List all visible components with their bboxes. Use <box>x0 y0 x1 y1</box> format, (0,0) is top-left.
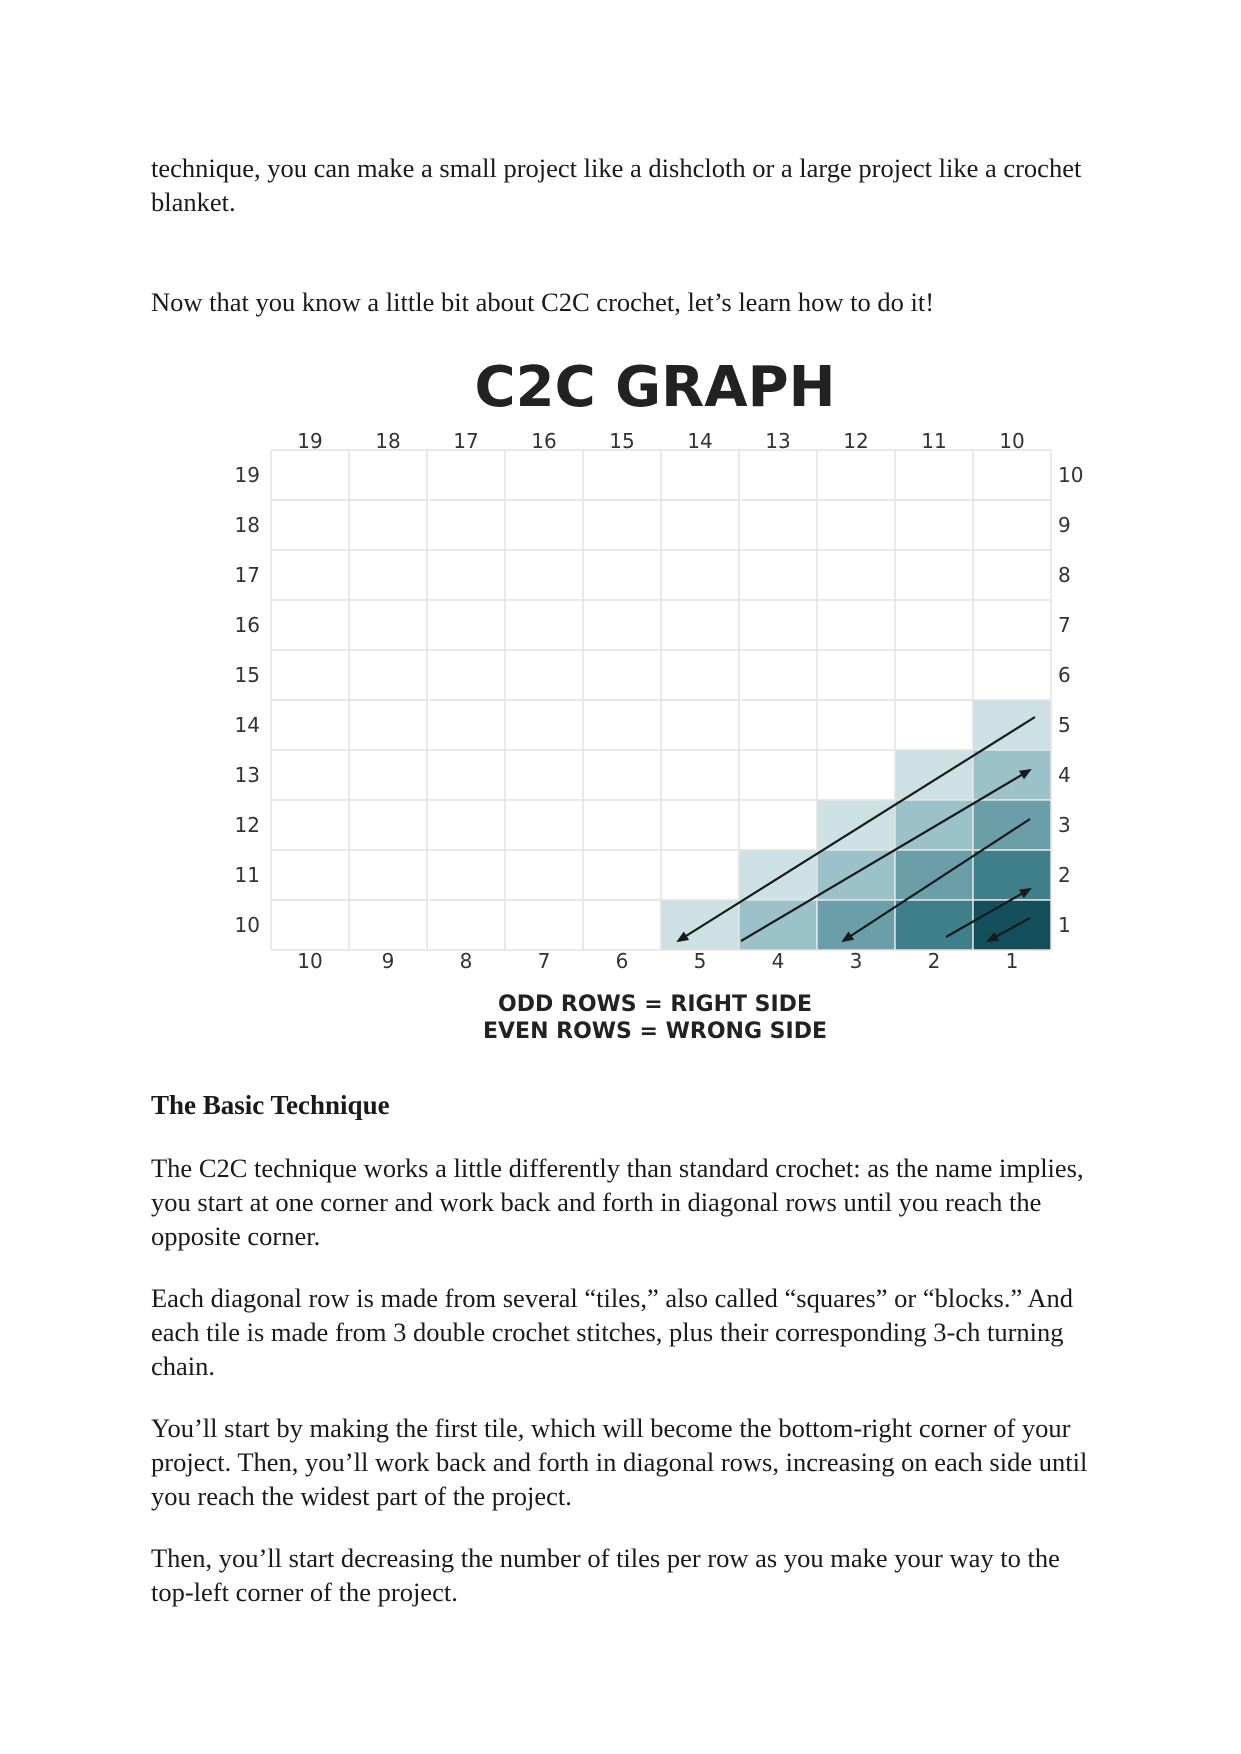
grid-cell <box>583 900 661 950</box>
axis-label: 14 <box>687 429 713 453</box>
axis-label: 5 <box>693 949 707 973</box>
grid-cell <box>895 600 973 650</box>
grid-cell <box>661 600 739 650</box>
grid-cell <box>895 750 973 800</box>
grid-cell <box>739 700 817 750</box>
grid-cell <box>973 750 1051 800</box>
grid-cell <box>973 900 1051 950</box>
transition-paragraph: Now that you know a little bit about C2C crochet, let’s learn how to do it! <box>151 287 935 317</box>
caption-even-rows: EVEN ROWS = WRONG SIDE <box>482 1019 828 1044</box>
grid-cell <box>661 900 739 950</box>
grid-cell <box>349 450 427 500</box>
grid-cell <box>817 600 895 650</box>
axis-label: 2 <box>1058 863 1071 887</box>
grid-cell <box>895 900 973 950</box>
axis-label: 10 <box>1058 463 1084 487</box>
grid-cell <box>349 800 427 850</box>
grid-cell <box>349 750 427 800</box>
axis-label: 1 <box>1005 949 1019 973</box>
grid-cell <box>427 900 505 950</box>
grid-cell <box>427 700 505 750</box>
section-heading: The Basic Technique <box>151 1090 390 1120</box>
grid-cell <box>271 700 349 750</box>
body-paragraph-3: You’ll start by making the first tile, which will become the bottom-right corner of your project. Then, you’ll work back and forth in diagonal rows, increasing on each side until you reach the widest part of the project. <box>151 1413 1088 1511</box>
grid-cell <box>427 500 505 550</box>
grid-cell <box>505 900 583 950</box>
grid-cell <box>739 800 817 850</box>
axis-label: 6 <box>1058 663 1071 687</box>
grid-cell <box>739 600 817 650</box>
axis-label: 8 <box>1058 563 1071 587</box>
grid-cell <box>739 500 817 550</box>
grid-cell <box>349 700 427 750</box>
grid-cell <box>271 600 349 650</box>
grid-cell <box>661 450 739 500</box>
grid-cell <box>973 650 1051 700</box>
grid-cell <box>739 550 817 600</box>
axis-label: 18 <box>234 513 260 537</box>
grid-cell <box>739 750 817 800</box>
grid-cell <box>583 800 661 850</box>
grid-cell <box>973 700 1051 750</box>
grid-cell <box>505 750 583 800</box>
grid-cell <box>817 550 895 600</box>
grid-cell <box>271 900 349 950</box>
axis-label: 17 <box>453 429 479 453</box>
grid-cell <box>817 750 895 800</box>
graph-grid <box>271 450 1051 950</box>
grid-cell <box>271 800 349 850</box>
axis-label: 3 <box>1058 813 1071 837</box>
body-paragraph-2: Each diagonal row is made from several “tiles,” also called “squares” or “blocks.” And each tile is made from 3 double crochet stitches, plus their corresponding 3-ch turning chain. <box>151 1283 1074 1381</box>
grid-cell <box>349 900 427 950</box>
grid-cell <box>271 550 349 600</box>
grid-cell <box>739 850 817 900</box>
axis-label: 16 <box>234 613 260 637</box>
grid-cell <box>271 450 349 500</box>
grid-cell <box>505 850 583 900</box>
graph-title: C2C GRAPH <box>474 355 836 420</box>
grid-cell <box>817 450 895 500</box>
grid-cell <box>427 600 505 650</box>
grid-cell <box>973 450 1051 500</box>
body-paragraph-1: The C2C technique works a little differently than standard crochet: as the name implies, you start at one corner and work back and forth in diagonal rows until you reach the opposite corner. <box>151 1153 1084 1251</box>
axis-label: 1 <box>1058 913 1071 937</box>
grid-cell <box>973 550 1051 600</box>
axis-label: 11 <box>234 863 260 887</box>
axis-label: 4 <box>1058 763 1071 787</box>
axis-label: 13 <box>234 763 260 787</box>
intro-paragraph: technique, you can make a small project like a dishcloth or a large project like a crochet blanket. <box>151 153 1082 217</box>
grid-cell <box>271 650 349 700</box>
grid-cell <box>427 450 505 500</box>
axis-label: 10 <box>297 949 323 973</box>
axis-label: 4 <box>771 949 785 973</box>
grid-cell <box>739 450 817 500</box>
grid-cell <box>583 450 661 500</box>
axis-label: 19 <box>297 429 323 453</box>
axis-label: 10 <box>999 429 1025 453</box>
axis-label: 15 <box>234 663 260 687</box>
grid-cell <box>583 850 661 900</box>
grid-cell <box>661 750 739 800</box>
grid-cell <box>427 800 505 850</box>
grid-cell <box>271 850 349 900</box>
grid-cell <box>427 750 505 800</box>
body-paragraph-4: Then, you’ll start decreasing the number of tiles per row as you make your way to the top-left corner of the project. <box>151 1543 1060 1607</box>
axis-label: 10 <box>234 913 260 937</box>
grid-cell <box>817 500 895 550</box>
grid-cell <box>973 850 1051 900</box>
axis-label: 15 <box>609 429 635 453</box>
grid-cell <box>505 550 583 600</box>
grid-cell <box>271 500 349 550</box>
axis-label: 17 <box>234 563 260 587</box>
grid-cell <box>505 700 583 750</box>
grid-cell <box>349 550 427 600</box>
grid-cell <box>895 850 973 900</box>
grid-cell <box>973 800 1051 850</box>
grid-cell <box>895 550 973 600</box>
grid-cell <box>505 800 583 850</box>
grid-cell <box>817 650 895 700</box>
grid-cell <box>349 650 427 700</box>
grid-cell <box>661 650 739 700</box>
axis-label: 16 <box>531 429 557 453</box>
grid-cell <box>661 550 739 600</box>
grid-cell <box>661 850 739 900</box>
grid-cell <box>349 600 427 650</box>
grid-cell <box>895 500 973 550</box>
grid-cell <box>427 650 505 700</box>
grid-cell <box>817 700 895 750</box>
grid-cell <box>583 750 661 800</box>
axis-label: 18 <box>375 429 401 453</box>
axis-label: 19 <box>234 463 260 487</box>
grid-cell <box>817 800 895 850</box>
grid-cell <box>583 650 661 700</box>
grid-cell <box>271 750 349 800</box>
right-row-labels <box>1058 463 1083 937</box>
grid-cell <box>817 900 895 950</box>
grid-cell <box>427 850 505 900</box>
grid-cell <box>661 700 739 750</box>
grid-cell <box>739 900 817 950</box>
grid-cell <box>973 600 1051 650</box>
grid-cell <box>973 500 1051 550</box>
grid-cell <box>895 650 973 700</box>
grid-cell <box>427 550 505 600</box>
axis-label: 13 <box>765 429 791 453</box>
axis-label: 9 <box>381 949 395 973</box>
axis-label: 7 <box>1058 613 1071 637</box>
grid-cell <box>661 500 739 550</box>
caption-odd-rows: ODD ROWS = RIGHT SIDE <box>498 992 812 1017</box>
axis-label: 5 <box>1058 713 1071 737</box>
left-row-labels <box>235 463 260 937</box>
axis-label: 11 <box>921 429 947 453</box>
grid-cell <box>661 800 739 850</box>
grid-cell <box>505 500 583 550</box>
grid-cell <box>505 600 583 650</box>
grid-cell <box>739 650 817 700</box>
axis-label: 6 <box>615 949 629 973</box>
axis-label: 7 <box>537 949 551 973</box>
axis-label: 9 <box>1058 513 1071 537</box>
axis-label: 2 <box>927 949 941 973</box>
grid-cell <box>583 550 661 600</box>
grid-cell <box>895 700 973 750</box>
grid-cell <box>895 450 973 500</box>
axis-label: 8 <box>459 949 473 973</box>
axis-label: 14 <box>234 713 260 737</box>
bottom-column-labels <box>297 949 1018 973</box>
grid-cell <box>505 450 583 500</box>
axis-label: 12 <box>843 429 869 453</box>
axis-label: 3 <box>849 949 863 973</box>
grid-cell <box>583 500 661 550</box>
grid-cell <box>583 700 661 750</box>
grid-cell <box>349 850 427 900</box>
grid-cell <box>583 600 661 650</box>
grid-cell <box>505 650 583 700</box>
axis-label: 12 <box>234 813 260 837</box>
grid-cell <box>349 500 427 550</box>
